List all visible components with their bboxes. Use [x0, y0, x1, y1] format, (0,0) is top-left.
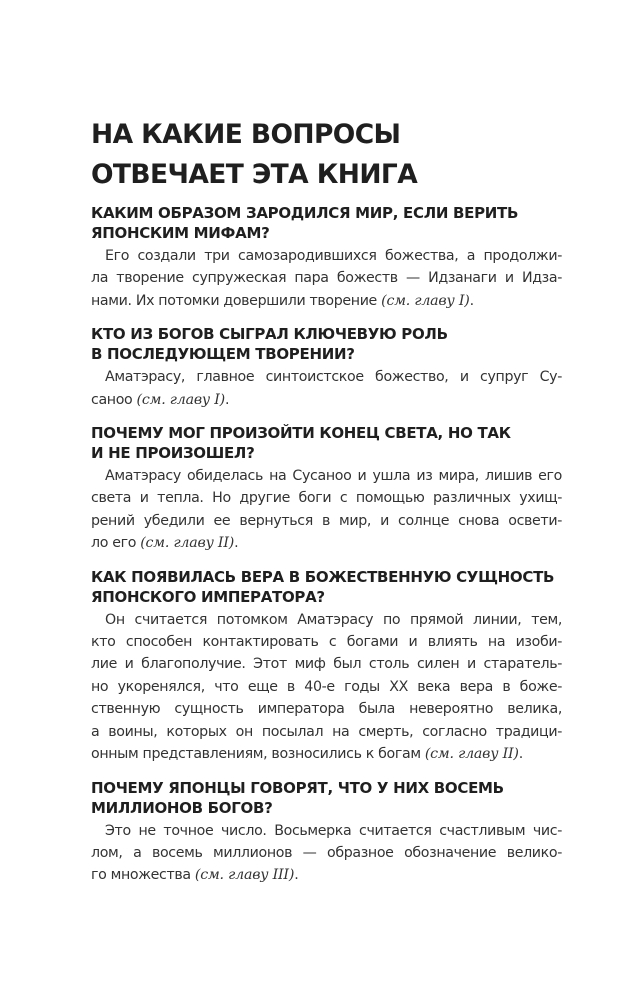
qa-section-5 — [91, 778, 562, 887]
answer-line-text: ло его — [91, 535, 141, 552]
question-line: ПОЧЕМУ МОГ ПРОИЗОЙТИ КОНЕЦ СВЕТА, НО ТАК — [91, 424, 511, 443]
answer-line: но укоренялся, что еще в 40-е годы XX века вера в боже- — [91, 678, 562, 695]
answer-line: лом, а восемь миллионов — образное обозначение велико- — [91, 844, 562, 861]
question-heading — [91, 423, 562, 463]
answer-line: Это не точное число. Восьмерка считается счастливым чис- — [105, 822, 562, 839]
answer-text — [91, 245, 562, 312]
answer-line-end: . — [234, 535, 239, 552]
chapter-reference: (см. главу II) — [424, 746, 519, 763]
answer-line: лие и благополучие. Этот миф был столь силен и старатель- — [91, 656, 562, 673]
question-line: МИЛЛИОНОВ БОГОВ? — [91, 798, 273, 817]
answer-line-text: саноо — [91, 391, 137, 408]
answer-line-end: . — [469, 292, 474, 309]
chapter-reference: (см. главу I) — [136, 391, 226, 408]
answer-line: Аматэрасу, главное синтоистское божество, и супруг Су- — [105, 369, 562, 386]
chapter-reference: (см. главу I) — [381, 292, 470, 309]
question-heading — [91, 778, 562, 818]
answer-text — [91, 366, 562, 411]
answer-line — [91, 389, 562, 411]
answer-line-text: онным представлениям, возносились к богам — [91, 746, 425, 763]
qa-section-3 — [91, 423, 562, 555]
answer-line-end: . — [225, 391, 230, 408]
answer-line: рений убедили ее вернуться в мир, и солнце снова освети- — [91, 512, 562, 529]
question-line: ПОЧЕМУ ЯПОНЦЫ ГОВОРЯТ, ЧТО У НИХ ВОСЕМЬ — [91, 778, 504, 797]
answer-line: ственную сущность императора была невероятно велика, — [91, 701, 562, 718]
page-title-line-1: НА КАКИЕ ВОПРОСЫ — [91, 119, 401, 150]
chapter-reference: (см. главу II) — [140, 535, 235, 552]
answer-line — [91, 290, 562, 312]
question-line: КАКИМ ОБРАЗОМ ЗАРОДИЛСЯ МИР, ЕСЛИ ВЕРИТЬ — [91, 204, 519, 222]
answer-line — [91, 864, 562, 886]
answer-line: света и тепла. Но другие боги с помощью различных ухищ- — [91, 490, 562, 507]
question-line: ЯПОНСКИМ МИФАМ? — [91, 224, 270, 242]
qa-section-4 — [91, 567, 562, 766]
question-line: ЯПОНСКОГО ИМПЕРАТОРА? — [91, 587, 325, 606]
answer-line — [91, 532, 562, 554]
question-line: КТО ИЗ БОГОВ СЫГРАЛ КЛЮЧЕВУЮ РОЛЬ — [91, 325, 448, 344]
question-line: И НЕ ПРОИЗОШЕЛ? — [91, 444, 255, 463]
page-title-line-2: ОТВЕЧАЕТ ЭТА КНИГА — [91, 159, 418, 190]
answer-line: Аматэрасу обиделась на Сусаноо и ушла из мира, лишив его — [105, 468, 562, 485]
answer-line: а воины, которых он посылал на смерть, согласно традици- — [91, 723, 562, 740]
answer-line — [91, 743, 562, 765]
question-heading — [91, 567, 562, 607]
answer-line-end: . — [294, 867, 299, 884]
answer-line: кто способен контактировать с богами и влиять на изоби- — [91, 634, 562, 651]
qa-section-2 — [91, 324, 562, 411]
page-content — [91, 115, 562, 899]
question-line: КАК ПОЯВИЛАСЬ ВЕРА В БОЖЕСТВЕННУЮ СУЩНОСТЬ — [91, 567, 555, 586]
answer-line-end: . — [518, 746, 523, 763]
answer-text — [91, 820, 562, 887]
question-heading — [91, 324, 562, 364]
chapter-reference: (см. главу III) — [194, 867, 295, 884]
answer-line-text: нами. Их потомки довершили творение — [91, 292, 382, 309]
answer-line: Он считается потомком Аматэрасу по прямой линии, тем, — [105, 611, 562, 628]
answer-text — [91, 465, 562, 555]
answer-line: ла творение супружеская пара божеств — Идзанаги и Идза- — [91, 270, 562, 287]
question-heading — [91, 203, 562, 243]
answer-line: Его создали три самозародившихся божества, а продолжи- — [105, 248, 562, 264]
question-line: В ПОСЛЕДУЮЩЕМ ТВОРЕНИИ? — [91, 345, 355, 364]
qa-section-1 — [91, 203, 562, 312]
page-title — [91, 115, 562, 195]
answer-text — [91, 609, 562, 766]
answer-line-text: го множества — [91, 867, 195, 884]
